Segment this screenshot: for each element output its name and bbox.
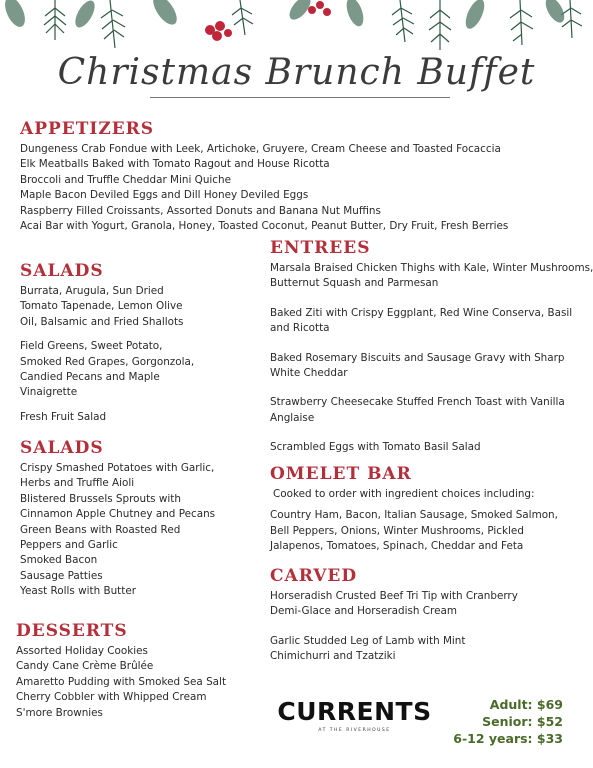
entree-item: and Ricotta xyxy=(270,322,330,335)
desserts-section xyxy=(16,621,226,721)
price-adult: Adult: $69 xyxy=(489,697,563,712)
appetizer-item: Dungeness Crab Fondue with Leek, Artichoke, Gruyere, Cream Cheese and Toasted Focaccia xyxy=(20,143,501,155)
appetizer-item: Broccoli and Truffle Cheddar Mini Quiche xyxy=(20,173,231,186)
side-item: Peppers and Garlic xyxy=(20,539,118,552)
carved-heading: CARVED xyxy=(270,566,358,586)
entree-item: Strawberry Cheesecake Stuffed French Toast with Vanilla xyxy=(270,396,565,409)
carved-item: Chimichurri and Tzatziki xyxy=(270,650,396,663)
currents-logo xyxy=(272,698,437,733)
entree-item: Scrambled Eggs with Tomato Basil Salad xyxy=(270,441,481,454)
dessert-item: Cherry Cobbler with Whipped Cream xyxy=(16,691,207,704)
dessert-item: S'more Brownies xyxy=(16,706,103,719)
entree-item: White Cheddar xyxy=(270,367,348,380)
logo-subtitle: AT THE RIVERHOUSE xyxy=(318,728,391,733)
dessert-item: Candy Cane Crème Brûlée xyxy=(16,660,154,673)
salad-item: Field Greens, Sweet Potato, xyxy=(20,340,163,353)
appetizer-item: Raspberry Filled Croissants, Assorted Donuts and Banana Nut Muffins xyxy=(20,204,381,217)
omelet-bar-section xyxy=(270,464,558,555)
appetizer-item: Elk Meatballs Baked with Tomato Ragout and House Ricotta xyxy=(20,158,330,171)
salads-section-1 xyxy=(20,261,194,425)
price-child: 6-12 years: $33 xyxy=(453,731,563,746)
title-underline xyxy=(150,97,450,98)
side-item: Yeast Rolls with Butter xyxy=(20,585,136,598)
page-title: Christmas Brunch Buffet xyxy=(57,52,536,93)
carved-section xyxy=(270,566,518,665)
appetizers-section xyxy=(20,119,508,234)
omelet-item: Bell Peppers, Onions, Winter Mushrooms, Pickled xyxy=(270,524,524,537)
appetizers-heading: APPETIZERS xyxy=(20,119,155,139)
salad-item: Vinaigrette xyxy=(20,386,78,399)
salad-item: Smoked Red Grapes, Gorgonzola, xyxy=(20,355,195,368)
side-item: Smoked Bacon xyxy=(20,554,98,567)
salad-item: Oil, Balsamic and Fried Shallots xyxy=(20,315,184,328)
salads-heading-1: SALADS xyxy=(20,261,104,281)
price-senior: Senior: $52 xyxy=(482,714,563,729)
side-item: Green Beans with Roasted Red xyxy=(20,523,181,536)
omelet-bar-heading: OMELET BAR xyxy=(270,464,412,484)
omelet-intro: Cooked to order with ingredient choices including: xyxy=(273,488,535,500)
entree-item: Baked Rosemary Biscuits and Sausage Gravy with Sharp xyxy=(270,351,565,364)
side-item: Herbs and Truffle Aioli xyxy=(20,477,135,490)
salad-item: Tomato Tapenade, Lemon Olive xyxy=(20,300,183,313)
salad-item: Candied Pecans and Maple xyxy=(20,371,160,384)
price-list xyxy=(453,696,563,747)
desserts-heading: DESSERTS xyxy=(16,621,128,641)
logo-wordmark: CURRENTS xyxy=(277,697,432,726)
side-item: Blistered Brussels Sprouts with xyxy=(20,492,181,505)
entree-item: Butternut Squash and Parmesan xyxy=(270,277,439,290)
dessert-item: Amaretto Pudding with Smoked Sea Salt xyxy=(16,675,227,688)
evergreen-garland-decoration xyxy=(0,0,593,60)
entree-item: Anglaise xyxy=(270,411,315,424)
side-item: Sausage Patties xyxy=(20,569,103,582)
side-item: Crispy Smashed Potatoes with Garlic, xyxy=(20,462,215,474)
salad-item: Burrata, Arugula, Sun Dried xyxy=(20,285,164,297)
entree-item: Baked Ziti with Crispy Eggplant, Red Wine Conserva, Basil xyxy=(270,306,573,319)
appetizer-item: Maple Bacon Deviled Eggs and Dill Honey Deviled Eggs xyxy=(20,189,309,202)
side-item: Cinnamon Apple Chutney and Pecans xyxy=(20,508,216,521)
salads-section-2 xyxy=(20,438,215,600)
dessert-item: Assorted Holiday Cookies xyxy=(16,645,148,657)
entree-item: Marsala Braised Chicken Thighs with Kale, Winter Mushrooms, xyxy=(270,262,593,274)
carved-item: Garlic Studded Leg of Lamb with Mint xyxy=(270,634,466,647)
entrees-section xyxy=(270,238,593,456)
carved-item: Horseradish Crusted Beef Tri Tip with Cranberry xyxy=(270,590,518,602)
salads-heading-2: SALADS xyxy=(20,438,104,458)
entrees-heading: ENTREES xyxy=(270,238,371,258)
salad-item: Fresh Fruit Salad xyxy=(20,410,107,423)
omelet-item: Country Ham, Bacon, Italian Sausage, Smoked Salmon, xyxy=(270,509,558,522)
carved-item: Demi-Glace and Horseradish Cream xyxy=(270,605,457,618)
omelet-item: Jalapenos, Tomatoes, Spinach, Cheddar and Feta xyxy=(270,540,524,553)
appetizer-item: Acai Bar with Yogurt, Granola, Honey, Toasted Coconut, Peanut Butter, Dry Fruit, Fresh Berries xyxy=(20,220,509,233)
